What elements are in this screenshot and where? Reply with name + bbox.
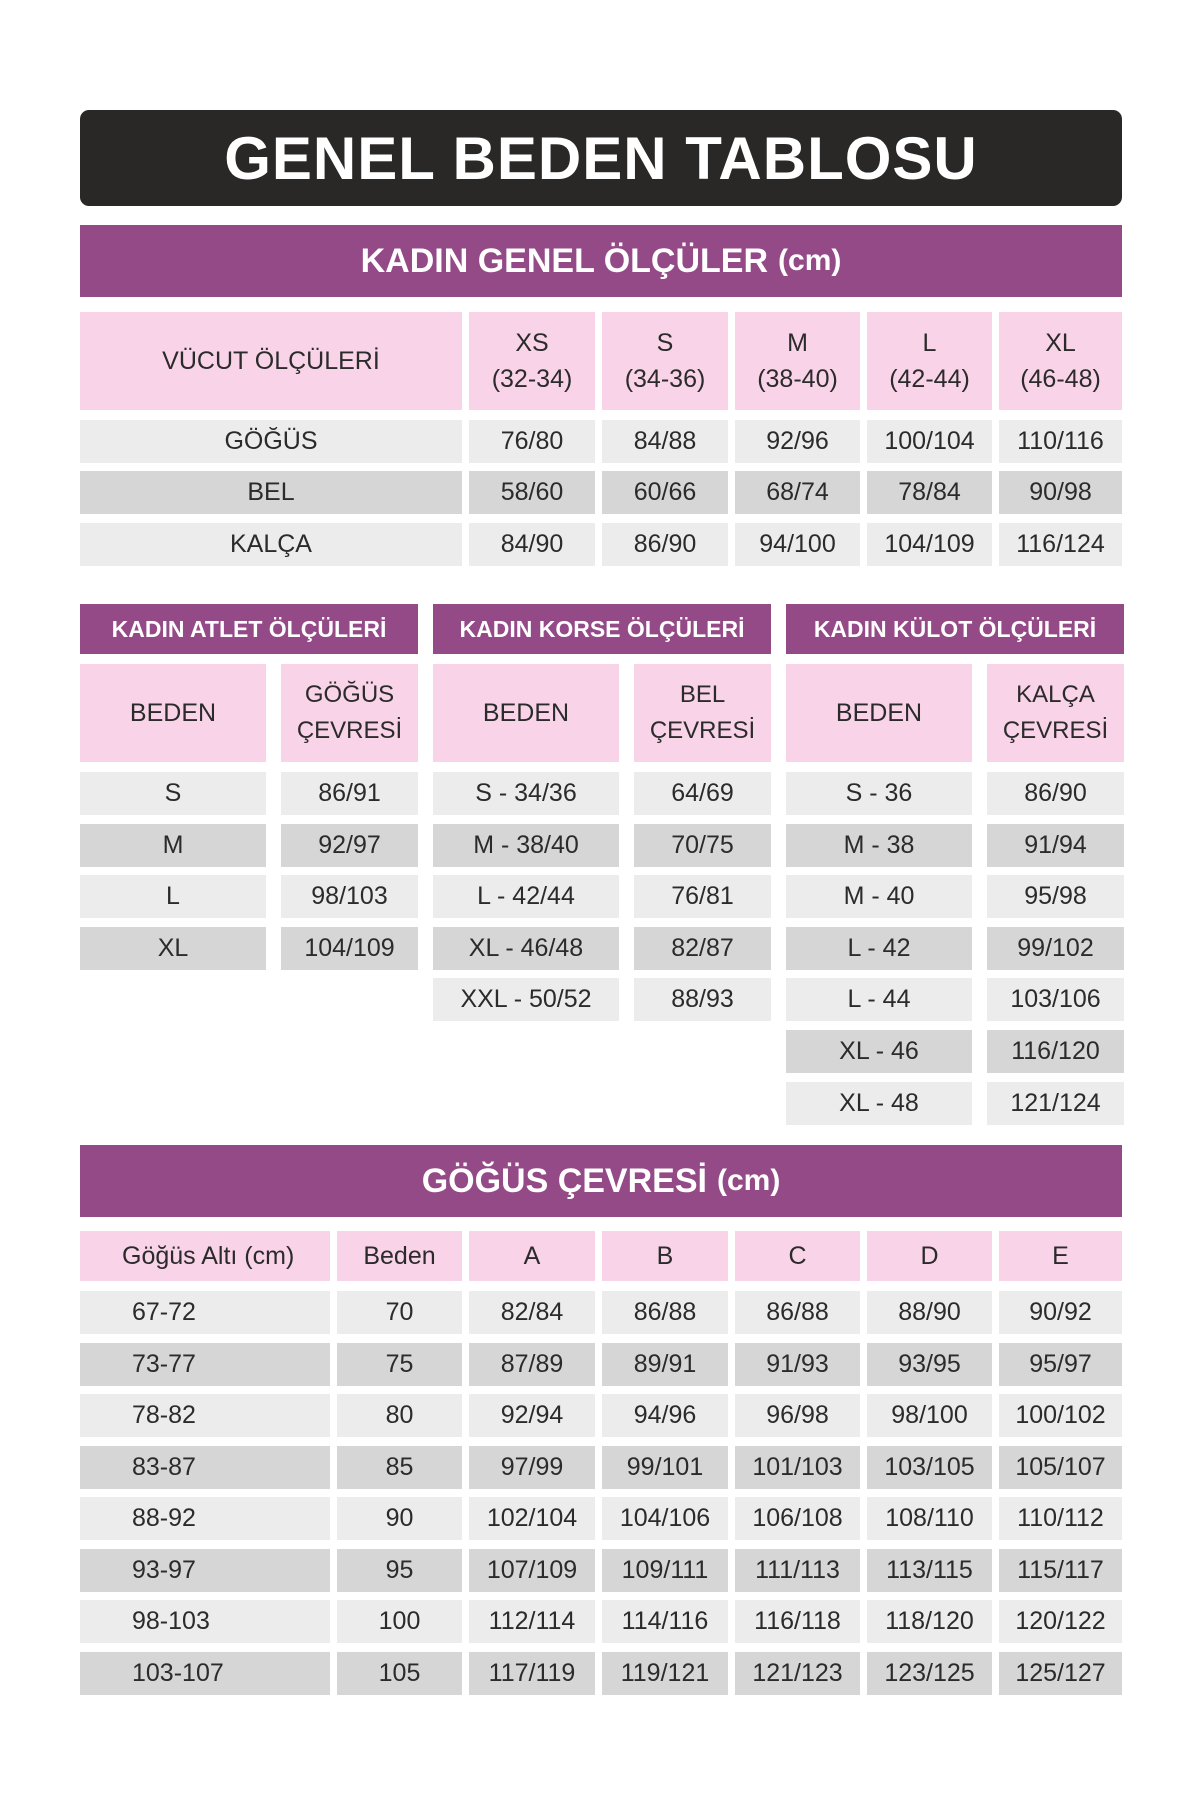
general-header-size [735, 312, 860, 410]
size-label: S [656, 329, 674, 357]
bust-cell: 86/88 [735, 1291, 860, 1334]
bust-cell: 94/96 [602, 1394, 728, 1437]
general-cell: 58/60 [469, 471, 595, 514]
korse-title: KADIN KORSE ÖLÇÜLERİ [433, 604, 771, 654]
general-cell: 110/116 [999, 420, 1122, 463]
general-cell: 84/90 [469, 523, 595, 566]
bust-cell: 121/123 [735, 1652, 860, 1695]
bust-cell: 96/98 [735, 1394, 860, 1437]
general-row-label: GÖĞÜS [80, 420, 462, 463]
bust-cell: 103/105 [867, 1446, 992, 1489]
bust-header: Beden [337, 1231, 462, 1281]
size-label: L [922, 329, 937, 357]
atlet-value: 98/103 [281, 875, 418, 918]
bust-unit: (cm) [716, 1164, 781, 1197]
bust-cell: 93/95 [867, 1343, 992, 1386]
bust-cell: 119/121 [602, 1652, 728, 1695]
bust-header: C [735, 1231, 860, 1281]
bust-cell: 109/111 [602, 1549, 728, 1592]
bust-title-bar [80, 1145, 1122, 1217]
bust-cell: 92/94 [469, 1394, 595, 1437]
atlet-value: 92/97 [281, 824, 418, 867]
general-row-label: BEL [80, 471, 462, 514]
size-range: (42-44) [889, 365, 970, 393]
kulot-value: 91/94 [987, 824, 1124, 867]
women-general-unit: (cm) [778, 244, 842, 277]
atlet-title: KADIN ATLET ÖLÇÜLERİ [80, 604, 418, 654]
bust-cell: 95/97 [999, 1343, 1122, 1386]
bust-cell: 120/122 [999, 1600, 1122, 1643]
general-cell: 76/80 [469, 420, 595, 463]
size-range: (38-40) [757, 365, 838, 393]
bust-cell: 99/101 [602, 1446, 728, 1489]
bust-underbust: 67-72 [80, 1291, 330, 1334]
bust-underbust: 98-103 [80, 1600, 330, 1643]
size-range: (32-34) [491, 365, 573, 393]
bust-header: D [867, 1231, 992, 1281]
atlet-size: XL [80, 927, 266, 970]
bust-cell: 107/109 [469, 1549, 595, 1592]
bust-title: GÖĞÜS ÇEVRESİ [421, 1161, 707, 1200]
general-header-size [602, 312, 728, 410]
bust-cell: 97/99 [469, 1446, 595, 1489]
korse-value: 88/93 [634, 978, 771, 1021]
kulot-size: M - 38 [786, 824, 972, 867]
atlet-value: 86/91 [281, 772, 418, 815]
size-range: (46-48) [1020, 365, 1101, 393]
korse-size: XXL - 50/52 [433, 978, 619, 1021]
bust-cell: 106/108 [735, 1497, 860, 1540]
general-cell: 78/84 [867, 471, 992, 514]
size-label: XL [1045, 329, 1076, 357]
bust-underbust: 83-87 [80, 1446, 330, 1489]
general-row-label: KALÇA [80, 523, 462, 566]
bust-underbust: 103-107 [80, 1652, 330, 1695]
korse-value: 76/81 [634, 875, 771, 918]
bust-cell: 104/106 [602, 1497, 728, 1540]
bust-cell: 87/89 [469, 1343, 595, 1386]
general-cell: 90/98 [999, 471, 1122, 514]
general-cell: 104/109 [867, 523, 992, 566]
bust-cell: 88/90 [867, 1291, 992, 1334]
korse-value: 64/69 [634, 772, 771, 815]
kulot-size: L - 42 [786, 927, 972, 970]
bust-cell: 101/103 [735, 1446, 860, 1489]
women-general-title: KADIN GENEL ÖLÇÜLER [360, 241, 769, 280]
general-cell: 60/66 [602, 471, 728, 514]
korse-value: 82/87 [634, 927, 771, 970]
bust-cell: 108/110 [867, 1497, 992, 1540]
general-cell: 86/90 [602, 523, 728, 566]
kulot-value: 95/98 [987, 875, 1124, 918]
bust-cell: 112/114 [469, 1600, 595, 1643]
kulot-value: 86/90 [987, 772, 1124, 815]
korse-value: 70/75 [634, 824, 771, 867]
kulot-size: XL - 46 [786, 1030, 972, 1073]
general-cell: 94/100 [735, 523, 860, 566]
bust-underbust: 78-82 [80, 1394, 330, 1437]
size-label: XS [515, 329, 549, 357]
bust-cell: 90 [337, 1497, 462, 1540]
bust-cell: 125/127 [999, 1652, 1122, 1695]
atlet-value: 104/109 [281, 927, 418, 970]
bust-cell: 100/102 [999, 1394, 1122, 1437]
bust-cell: 91/93 [735, 1343, 860, 1386]
general-header-label: VÜCUT ÖLÇÜLERİ [80, 312, 462, 410]
women-general-title-bar [80, 225, 1122, 297]
bust-header: E [999, 1231, 1122, 1281]
kulot-value: 103/106 [987, 978, 1124, 1021]
kulot-value: 99/102 [987, 927, 1124, 970]
atlet-size: L [80, 875, 266, 918]
bust-cell: 89/91 [602, 1343, 728, 1386]
kulot-size: M - 40 [786, 875, 972, 918]
korse-header-beden: BEDEN [433, 664, 619, 762]
bust-cell: 102/104 [469, 1497, 595, 1540]
general-cell: 100/104 [867, 420, 992, 463]
general-cell: 116/124 [999, 523, 1122, 566]
bust-cell: 98/100 [867, 1394, 992, 1437]
bust-cell: 123/125 [867, 1652, 992, 1695]
size-label: M [787, 329, 808, 357]
bust-header: A [469, 1231, 595, 1281]
bust-cell: 117/119 [469, 1652, 595, 1695]
kulot-size: XL - 48 [786, 1082, 972, 1125]
bust-cell: 70 [337, 1291, 462, 1334]
page-title: GENEL BEDEN TABLOSU [224, 124, 978, 192]
bust-cell: 75 [337, 1343, 462, 1386]
general-cell: 84/88 [602, 420, 728, 463]
bust-underbust: 88-92 [80, 1497, 330, 1540]
korse-size: XL - 46/48 [433, 927, 619, 970]
korse-header-measure: BEL ÇEVRESİ [634, 664, 771, 762]
atlet-size: S [80, 772, 266, 815]
kulot-value: 116/120 [987, 1030, 1124, 1073]
korse-size: M - 38/40 [433, 824, 619, 867]
atlet-header-measure: GÖĞÜS ÇEVRESİ [281, 664, 418, 762]
korse-size: L - 42/44 [433, 875, 619, 918]
bust-cell: 86/88 [602, 1291, 728, 1334]
main-title-bar [80, 110, 1122, 206]
bust-header: Göğüs Altı (cm) [80, 1231, 330, 1281]
korse-size: S - 34/36 [433, 772, 619, 815]
bust-cell: 116/118 [735, 1600, 860, 1643]
bust-cell: 110/112 [999, 1497, 1122, 1540]
bust-cell: 111/113 [735, 1549, 860, 1592]
atlet-header-beden: BEDEN [80, 664, 266, 762]
general-header-size [469, 312, 595, 410]
bust-underbust: 93-97 [80, 1549, 330, 1592]
kulot-header-beden: BEDEN [786, 664, 972, 762]
kulot-header-measure: KALÇA ÇEVRESİ [987, 664, 1124, 762]
general-header-size [999, 312, 1122, 410]
general-cell: 68/74 [735, 471, 860, 514]
kulot-size: L - 44 [786, 978, 972, 1021]
kulot-value: 121/124 [987, 1082, 1124, 1125]
size-range: (34-36) [624, 365, 706, 393]
bust-cell: 82/84 [469, 1291, 595, 1334]
general-cell: 92/96 [735, 420, 860, 463]
bust-cell: 105 [337, 1652, 462, 1695]
bust-cell: 113/115 [867, 1549, 992, 1592]
bust-cell: 114/116 [602, 1600, 728, 1643]
bust-underbust: 73-77 [80, 1343, 330, 1386]
general-header-size [867, 312, 992, 410]
bust-header: B [602, 1231, 728, 1281]
kulot-title: KADIN KÜLOT ÖLÇÜLERİ [786, 604, 1124, 654]
bust-cell: 85 [337, 1446, 462, 1489]
bust-cell: 95 [337, 1549, 462, 1592]
bust-cell: 80 [337, 1394, 462, 1437]
bust-cell: 118/120 [867, 1600, 992, 1643]
atlet-size: M [80, 824, 266, 867]
bust-cell: 100 [337, 1600, 462, 1643]
kulot-size: S - 36 [786, 772, 972, 815]
bust-cell: 105/107 [999, 1446, 1122, 1489]
bust-cell: 90/92 [999, 1291, 1122, 1334]
bust-cell: 115/117 [999, 1549, 1122, 1592]
